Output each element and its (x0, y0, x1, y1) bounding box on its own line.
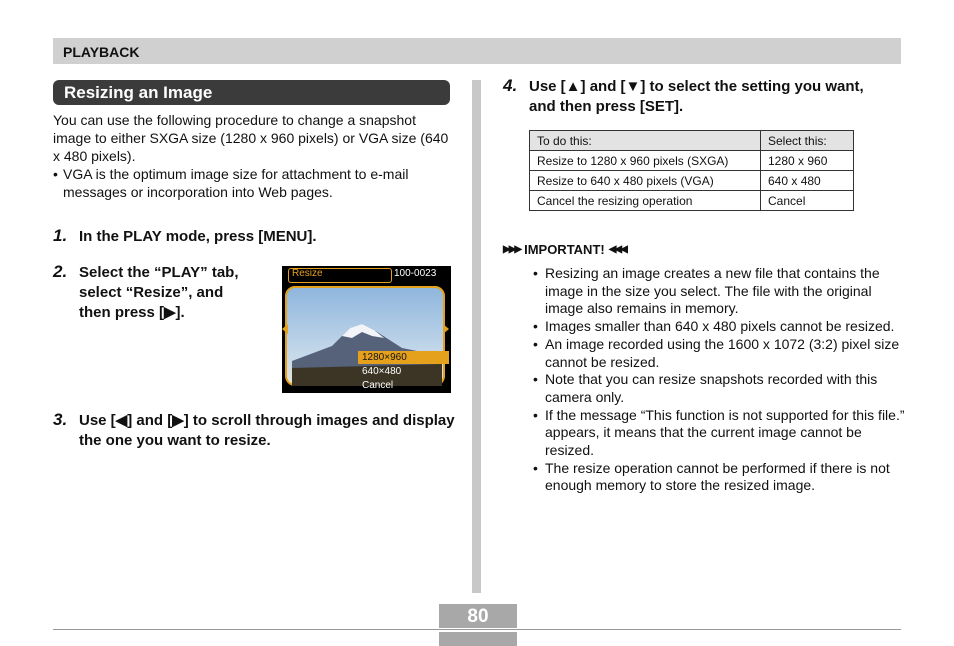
step-number: 1. (53, 226, 68, 245)
header-section-label: PLAYBACK (63, 44, 140, 60)
list-item (533, 318, 905, 336)
bullet-dot: • (533, 265, 538, 281)
page-number-tab (439, 604, 517, 646)
list-item (533, 407, 905, 460)
note-text: The resize operation cannot be performed if there is not enough memory to store the resized image. (545, 459, 890, 494)
menu-option: Cancel (362, 380, 394, 391)
settings-table (529, 130, 854, 211)
header-bar (53, 38, 901, 64)
important-left-icon: ▶▶▶ (503, 244, 521, 255)
column-divider (472, 80, 481, 593)
step-number: 2. (53, 262, 68, 281)
step-text: Use [◀] and [▶] to scroll through images and display the one you want to resize. (79, 412, 455, 449)
section-title: Resizing an Image (64, 83, 213, 102)
bullet-dot: • (533, 459, 538, 476)
table-cell: 640 x 480 (761, 171, 854, 191)
menu-title: Resize (292, 268, 323, 279)
table-row (530, 151, 854, 171)
step-text: Use [▲] and [▼] to select the setting you want, and then press [SET]. (529, 78, 864, 115)
table-header: To do this: (530, 131, 761, 151)
list-item (533, 371, 905, 406)
intro-bullet-text: VGA is the optimum image size for attachment to e-mail messages or incorporation into Web pages. (63, 166, 409, 200)
file-number: 100-0023 (394, 268, 437, 279)
table-cell: Resize to 640 x 480 pixels (VGA) (530, 171, 761, 191)
table-cell: 1280 x 960 (761, 151, 854, 171)
step-number: 3. (53, 410, 68, 429)
bullet-dot: • (533, 335, 538, 352)
important-heading (503, 242, 626, 257)
page-number: 80 (467, 606, 489, 627)
section-title-bar (53, 80, 450, 105)
important-notes (533, 265, 905, 495)
menu-option-selected: 1280×960 (358, 351, 449, 364)
table-cell: Cancel the resizing operation (530, 191, 761, 211)
table-cell: Cancel (761, 191, 854, 211)
table-row (530, 191, 854, 211)
step-number: 4. (503, 76, 518, 95)
step-text: In the PLAY mode, press [MENU]. (79, 228, 317, 245)
bullet-dot: • (533, 406, 538, 423)
menu-option: 640×480 (362, 366, 402, 377)
intro (53, 111, 453, 201)
list-item (533, 460, 905, 495)
table-header: Select this: (761, 131, 854, 151)
note-text: If the message “This function is not supported for this file.” appears, it means that the current image cannot be resized. (545, 406, 905, 459)
table-header-row (530, 131, 854, 151)
table-cell: Resize to 1280 x 960 pixels (SXGA) (530, 151, 761, 171)
important-label: IMPORTANT! (524, 242, 605, 257)
bullet-dot: • (533, 318, 538, 335)
right-arrow-icon (443, 324, 449, 334)
bullet-dot: • (533, 371, 538, 388)
table-row (530, 171, 854, 191)
bullet-dot: • (53, 166, 58, 182)
list-item (533, 336, 905, 371)
note-text: Note that you can resize snapshots recorded with this camera only. (545, 371, 878, 405)
intro-bullet (53, 165, 453, 201)
camera-screen-image (282, 266, 451, 393)
note-text: Resizing an image creates a new file that contains the image in the size you select. The file with the original image also remains in memory. (545, 265, 880, 317)
note-text: An image recorded using the 1600 x 1072 (3:2) pixel size cannot be resized. (545, 335, 900, 370)
important-right-icon: ◀◀◀ (608, 244, 626, 255)
note-text: Images smaller than 640 x 480 pixels cannot be resized. (545, 318, 895, 335)
page-tab-bottom (439, 632, 517, 646)
list-item (533, 265, 905, 318)
step-text: Select the “PLAY” tab, select “Resize”, and then press [▶]. (79, 264, 239, 321)
left-arrow-icon (282, 324, 288, 334)
intro-paragraph: You can use the following procedure to change a snapshot image to either SXGA size (1280 x 960 pixels) or VGA size (640 x 480 pixels). (53, 112, 449, 164)
